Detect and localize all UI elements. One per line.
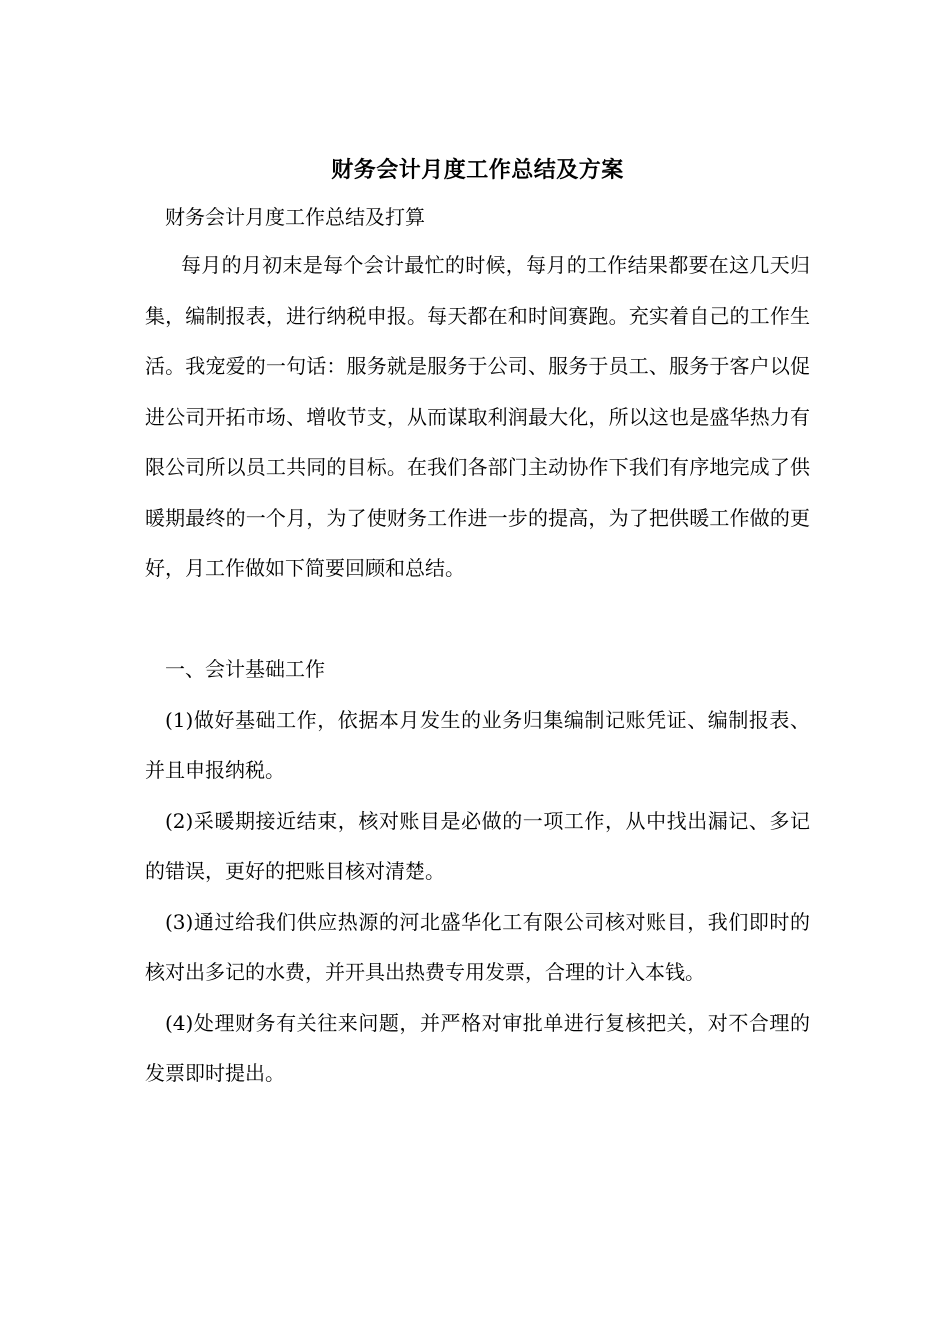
paragraph-spacer bbox=[145, 594, 810, 645]
list-item: (3)通过给我们供应热源的河北盛华化工有限公司核对账目，我们即时的核对出多记的水费，并开具出热费专用发票，合理的计入本钱。 bbox=[145, 909, 810, 984]
list-item: (1)做好基础工作，依据本月发生的业务归集编制记账凭证、编制报表、并且申报纳税。 bbox=[145, 707, 810, 782]
document-subtitle: 财务会计月度工作总结及打算 bbox=[165, 205, 425, 229]
list-item: (4)处理财务有关往来问题，并严格对审批单进行复核把关，对不合理的发票即时提出。 bbox=[145, 1010, 810, 1085]
list-item: (2)采暖期接近结束，核对账目是必做的一项工作，从中找出漏记、多记的错误，更好的把账目核对清楚。 bbox=[145, 808, 810, 883]
document-body bbox=[145, 150, 810, 1099]
intro-paragraph: 每月的月初末是每个会计最忙的时候，每月的工作结果都要在这几天归集，编制报表，进行纳税申报。每天都在和时间赛跑。充实着自己的工作生活。我宠爱的一句话：服务就是服务于公司、服务于员工、服务于客户以促进公司开拓市场、增收节支，从而谋取利润最大化，所以这也是盛华热力有限公司所以员工共同的目标。在我们各部门主动协作下我们有序地完成了供暖期最终的一个月，为了使财务工作进一步的提高，为了把供暖工作做的更好，月工作做如下简要回顾和总结。 bbox=[145, 253, 810, 580]
section-heading: 一、会计基础工作 bbox=[165, 657, 325, 681]
document-title: 财务会计月度工作总结及方案 bbox=[331, 157, 624, 183]
